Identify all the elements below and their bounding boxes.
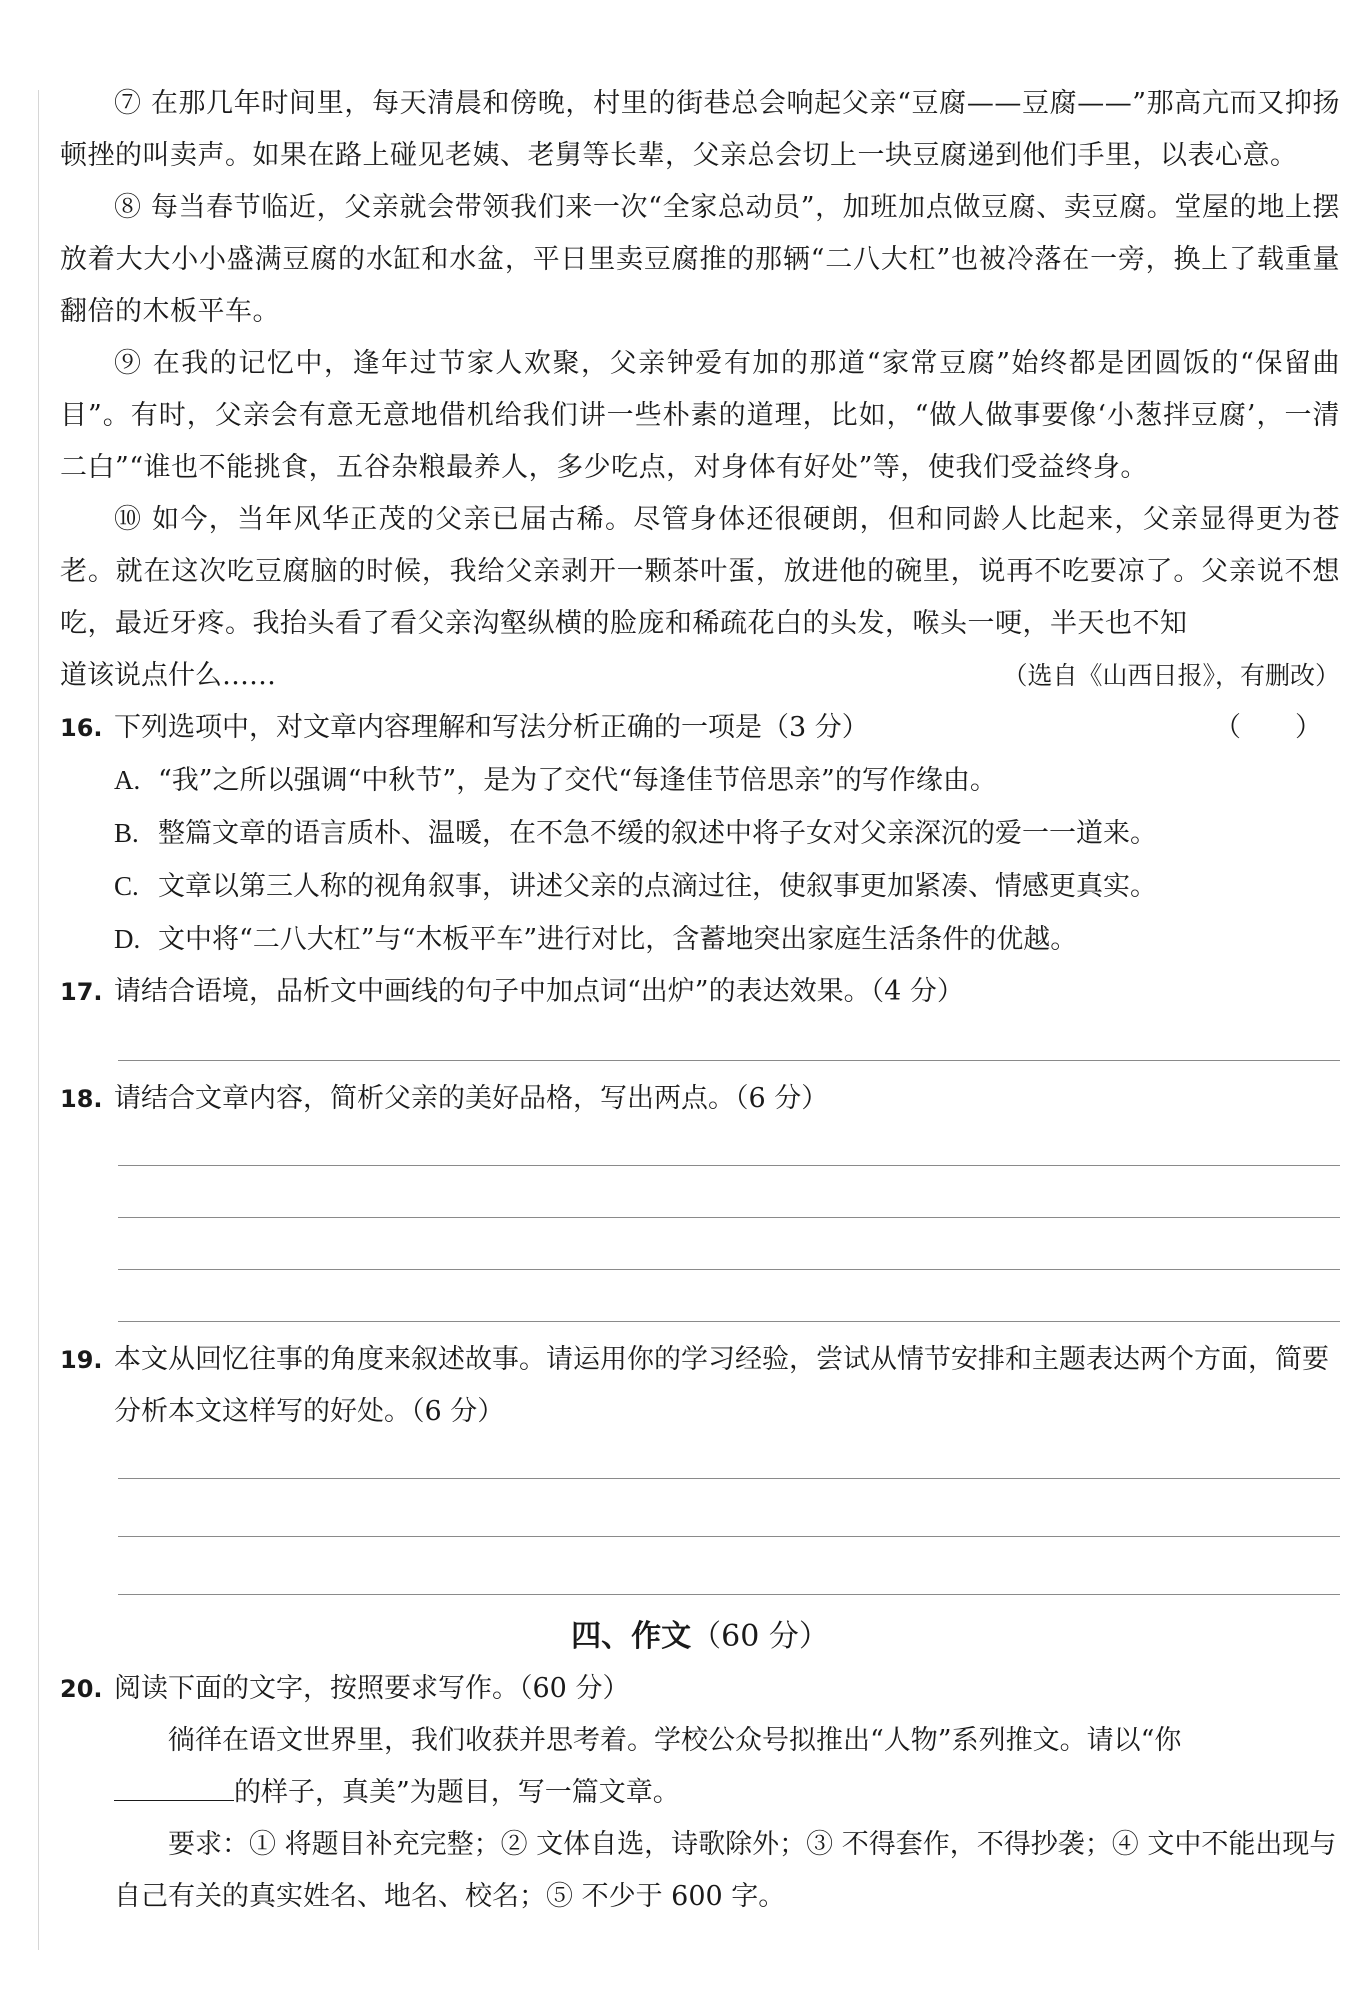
question-text: 阅读下面的文字，按照要求写作。（60 分） bbox=[114, 1673, 630, 1704]
option-text: 整篇文章的语言质朴、温暖，在不急不缓的叙述中将子女对父亲深沉的爱一一道来。 bbox=[158, 818, 1157, 849]
question-number: 17. bbox=[60, 978, 103, 1006]
title-blank[interactable] bbox=[114, 1770, 234, 1801]
question-number: 19. bbox=[60, 1346, 103, 1374]
section-points: （60 分） bbox=[691, 1619, 829, 1654]
question-20 bbox=[60, 1663, 1340, 1715]
essay-prompt-b: 的样子，真美”为题目，写一篇文章。 bbox=[234, 1777, 680, 1808]
passage-last-line bbox=[60, 650, 1340, 702]
question-number: 20. bbox=[60, 1675, 103, 1703]
question-text: 请结合文章内容，简析父亲的美好品格，写出两点。（6 分） bbox=[114, 1083, 829, 1114]
option-key: B. bbox=[114, 818, 139, 848]
question-18 bbox=[60, 1073, 1340, 1125]
margin-rule bbox=[38, 90, 39, 1950]
option-a bbox=[60, 754, 1340, 807]
passage-paragraph-10: ⑩ 如今，当年风华正茂的父亲已届古稀。尽管身体还很硬朗，但和同龄人比起来，父亲显得更为苍老。就在这次吃豆腐脑的时候，我给父亲剥开一颗茶叶蛋，放进他的碗里，说再不吃要凉了。父亲说不想吃，最近牙疼。我抬头看了看父亲沟壑纵横的脸庞和稀疏花白的头发，喉头一哽，半天也不知 bbox=[60, 504, 1340, 639]
section-title bbox=[60, 1611, 1340, 1663]
option-b bbox=[60, 807, 1340, 860]
question-text: 本文从回忆往事的角度来叙述故事。请运用你的学习经验，尝试从情节安排和主题表达两个方面，简要分析本文这样写的好处。（6 分） bbox=[114, 1344, 1329, 1427]
option-text: 文章以第三人称的视角叙事，讲述父亲的点滴过往，使叙事更加紧凑、情感更真实。 bbox=[158, 871, 1157, 902]
question-number: 16. bbox=[60, 714, 103, 742]
option-key: D. bbox=[114, 924, 141, 954]
essay-requirements: 要求：① 将题目补充完整；② 文体自选，诗歌除外；③ 不得套作，不得抄袭；④ 文中不能出现与自己有关的真实姓名、地名、校名；⑤ 不少于 600 字。 bbox=[114, 1829, 1337, 1912]
answer-paren[interactable]: （ ） bbox=[1214, 712, 1322, 743]
option-text: 文中将“二八大杠”与“木板平车”进行对比，含蓄地突出家庭生活条件的优越。 bbox=[158, 924, 1078, 955]
section-title-text: 四、作文 bbox=[571, 1619, 692, 1654]
source-citation: （选自《山西日报》，有删改） bbox=[1002, 661, 1340, 690]
page-content bbox=[60, 78, 1340, 1923]
essay-prompt bbox=[60, 1715, 1340, 1767]
question-17 bbox=[60, 966, 1340, 1018]
question-text: 请结合语境，品析文中画线的句子中加点词“出炉”的表达效果。（4 分） bbox=[114, 976, 964, 1007]
passage-paragraph-7: ⑦ 在那几年时间里，每天清晨和傍晚，村里的街巷总会响起父亲“豆腐——豆腐——”那高亢而又抑扬顿挫的叫卖声。如果在路上碰见老姨、老舅等长辈，父亲总会切上一块豆腐递到他们手里，以表心意。 bbox=[60, 88, 1340, 171]
essay-prompt-line2 bbox=[60, 1767, 1340, 1819]
question-16 bbox=[60, 702, 1340, 754]
option-d bbox=[60, 913, 1340, 966]
essay-prompt-a: 徜徉在语文世界里，我们收获并思考着。学校公众号拟推出“人物”系列推文。请以“你 bbox=[168, 1725, 1182, 1756]
question-19 bbox=[60, 1334, 1340, 1438]
option-text: “我”之所以强调“中秋节”，是为了交代“每逢佳节倍思亲”的写作缘由。 bbox=[158, 765, 997, 796]
passage-paragraph-10-end: 道该说点什么…… bbox=[60, 660, 276, 691]
question-number: 18. bbox=[60, 1085, 103, 1113]
option-c bbox=[60, 860, 1340, 913]
option-key: A. bbox=[114, 765, 141, 795]
option-key: C. bbox=[114, 871, 139, 901]
passage-paragraph-9: ⑨ 在我的记忆中，逢年过节家人欢聚，父亲钟爱有加的那道“家常豆腐”始终都是团圆饭的“保留曲目”。有时，父亲会有意无意地借机给我们讲一些朴素的道理，比如，“做人做事要像‘小葱拌豆腐’，一清二白”“谁也不能挑食，五谷杂粮最养人，多少吃点，对身体有好处”等，使我们受益终身。 bbox=[60, 348, 1340, 483]
passage-paragraph-8: ⑧ 每当春节临近，父亲就会带领我们来一次“全家总动员”，加班加点做豆腐、卖豆腐。堂屋的地上摆放着大大小小盛满豆腐的水缸和水盆，平日里卖豆腐推的那辆“二八大杠”也被冷落在一旁，换上了载重量翻倍的木板平车。 bbox=[60, 192, 1340, 327]
question-text: 下列选项中，对文章内容理解和写法分析正确的一项是（3 分） bbox=[114, 712, 869, 743]
